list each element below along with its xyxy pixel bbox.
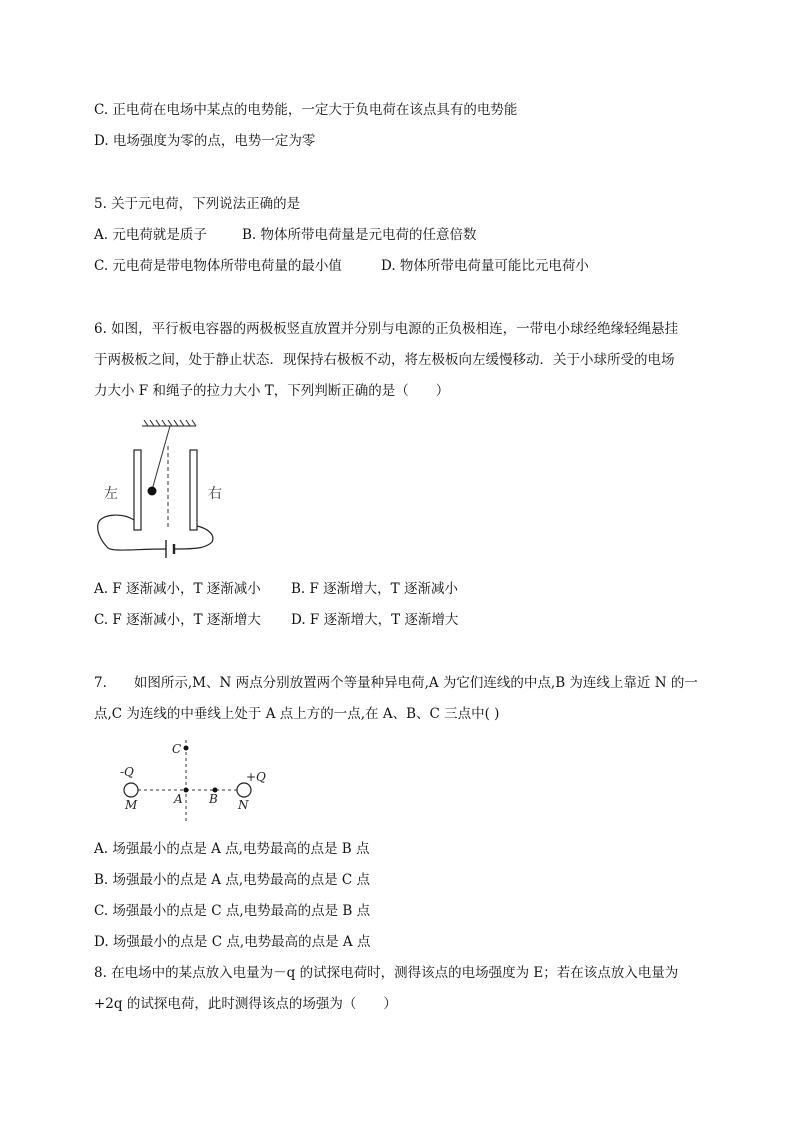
q8-stem-line2: +2q 的试探电荷，此时测得该点的场强为（ ）	[94, 996, 397, 1012]
charge-m	[124, 783, 138, 797]
label-m: M	[125, 798, 138, 812]
q6-stem-line3: 力大小 F 和绳子的拉力大小 T，下列判断正确的是（ ）	[94, 383, 450, 399]
point-a	[184, 788, 189, 793]
q6-option-d: D. F 逐渐增大，T 逐渐增大	[291, 612, 459, 628]
label-n: N	[238, 798, 249, 812]
label-c: C	[172, 742, 182, 756]
q7-stem-line2: 点,C 为连线的中垂线上处于 A 点上方的一点,在 A、B、C 三点中( )	[94, 706, 500, 722]
capacitor-figure	[94, 416, 244, 564]
point-c	[184, 746, 189, 751]
q6-stem-line2: 于两极板之间，处于静止状态．现保持右极板不动，将左极板向左缓慢移动．关于小球所受的电场	[94, 352, 675, 368]
q4-option-c: C. 正电荷在电场中某点的电势能，一定大于负电荷在该点具有的电势能	[94, 102, 518, 118]
charge-n	[237, 783, 251, 797]
charged-ball	[148, 487, 157, 496]
insulating-string	[152, 426, 170, 490]
q6-stem-line1: 6. 如图，平行板电容器的两极板竖直放置并分别与电源的正负极相连，一带电小球经绝缘轻绳悬挂	[94, 321, 679, 337]
right-plate	[190, 450, 197, 530]
label-b: B	[209, 792, 218, 806]
q6-options-cd	[94, 610, 458, 630]
q7-stem-line1: 7. 如图所示,M、N 两点分别放置两个等量种异电荷,A 为它们连线的中点,B 为连线上靠近 N 的一	[94, 675, 698, 691]
q7-option-d: D. 场强最小的点是 C 点,电势最高的点是 A 点	[94, 934, 371, 950]
q5-option-d: D. 物体所带电荷量可能比元电荷小	[381, 258, 589, 274]
charges-figure	[114, 736, 274, 826]
label-neg-q: -Q	[120, 765, 134, 779]
fig-right-label: 右	[208, 486, 222, 502]
q6-option-b: B. F 逐渐增大，T 逐渐减小	[291, 581, 458, 597]
q5-stem: 5. 关于元电荷，下列说法正确的是	[94, 196, 301, 212]
q5-options-cd	[94, 256, 589, 276]
q7-option-a: A. 场强最小的点是 A 点,电势最高的点是 B 点	[94, 841, 370, 857]
left-plate	[134, 450, 141, 530]
q7-option-c: C. 场强最小的点是 C 点,电势最高的点是 B 点	[94, 903, 371, 919]
q4-option-d: D. 电场强度为零的点，电势一定为零	[94, 133, 316, 149]
fig-left-label: 左	[104, 486, 118, 502]
label-a: A	[174, 792, 183, 806]
q6-option-a: A. F 逐渐减小，T 逐渐减小	[94, 581, 261, 597]
q6-options-ab	[94, 579, 458, 599]
label-pos-q: +Q	[246, 770, 266, 784]
q5-option-c: C. 元电荷是带电物体所带电荷量的最小值	[94, 258, 342, 274]
ceiling-support	[142, 420, 196, 426]
q5-options-ab	[94, 225, 477, 245]
q5-option-a: A. 元电荷就是质子	[94, 227, 207, 243]
q7-option-b: B. 场强最小的点是 A 点,电势最高的点是 C 点	[94, 872, 371, 888]
q6-option-c: C. F 逐渐减小，T 逐渐增大	[94, 612, 261, 628]
q5-option-b: B. 物体所带电荷量是元电荷的任意倍数	[242, 227, 477, 243]
q8-stem-line1: 8. 在电场中的某点放入电量为－q 的试探电荷时，测得该点的电场强度为 E；若在该点放入电量为	[94, 965, 679, 981]
